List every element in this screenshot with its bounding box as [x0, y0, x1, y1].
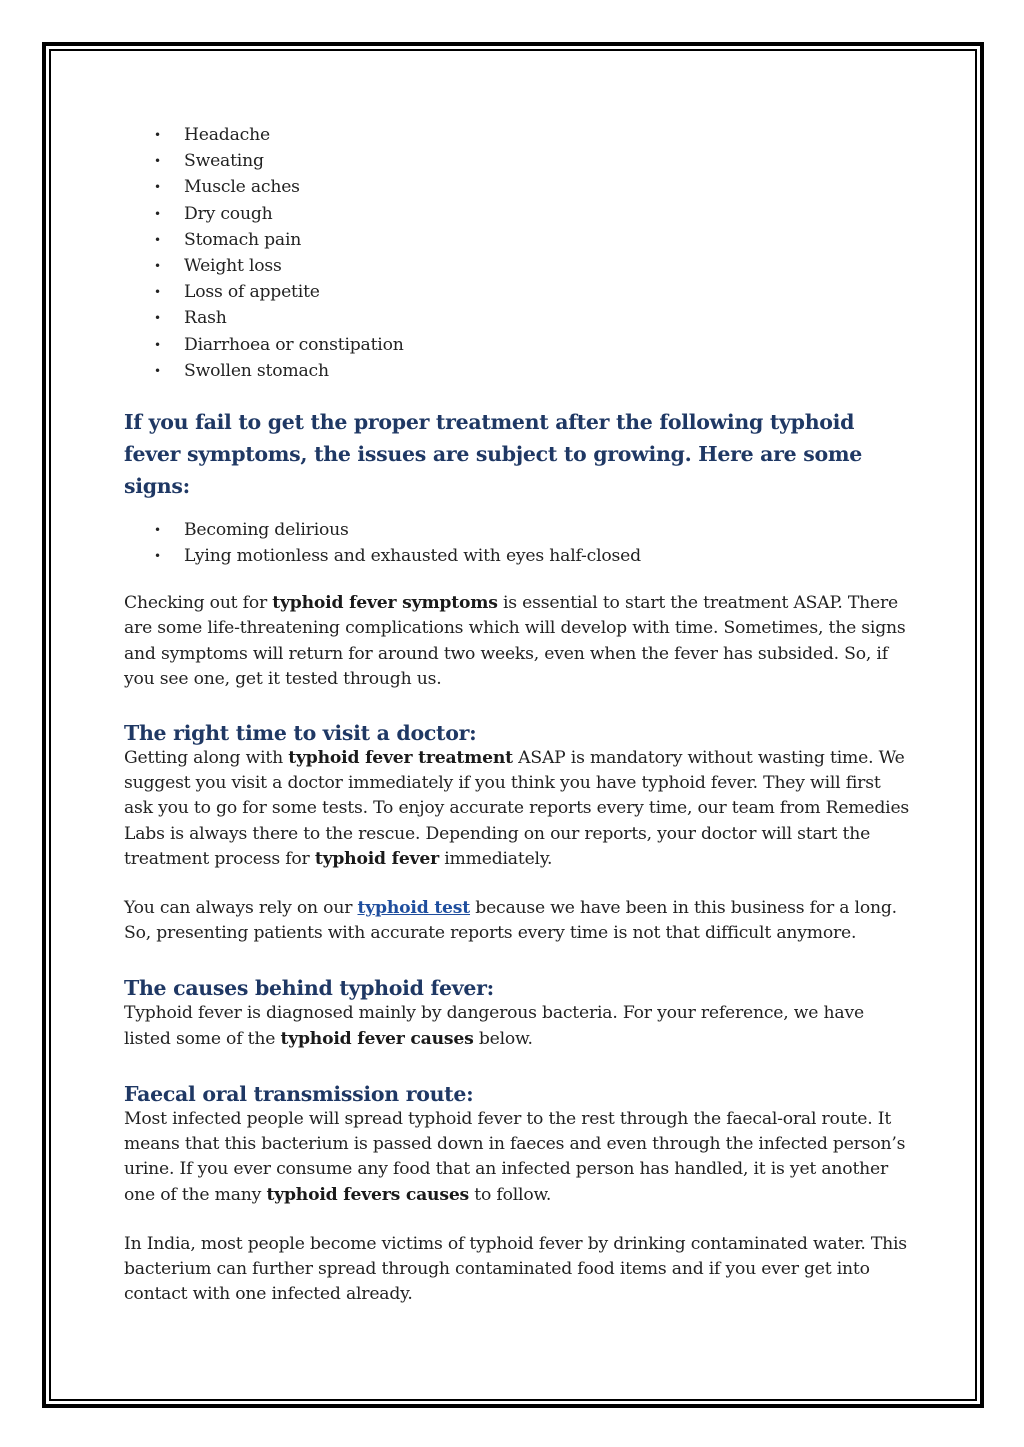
list-item: • Rash [124, 305, 914, 331]
text-run: Getting along with [124, 748, 289, 769]
checking-paragraph [124, 591, 914, 692]
list-item: • Swollen stomach [124, 358, 914, 384]
text-run: below. [473, 1028, 533, 1049]
text-run: is essential to start the treatment ASAP. There are some life-threatening complications which will develop with time. Sometimes, the signs and symptoms will return for around two weeks, even when the fever has subsided. So, if you see one, get it tested through us. [124, 593, 906, 689]
list-item: • Dry cough [124, 201, 914, 227]
signs-list [124, 517, 914, 569]
text-run: immediately. [438, 848, 553, 869]
text-run: to follow. [469, 1184, 552, 1205]
text-run: Most infected people will spread typhoid fever to the rest through the faecal-oral route. It means that this bacterium is passed down in faeces and even through the infected person’s urine. If you ever consume any food that an infected person has handled, it is yet another one of the many [124, 1108, 906, 1205]
symptoms-list [124, 122, 914, 384]
list-item: • Loss of appetite [124, 279, 914, 305]
document-body [124, 122, 914, 1307]
text-run: Checking out for [124, 593, 273, 614]
doctor-paragraph [124, 746, 914, 872]
faecal-paragraph [124, 1107, 914, 1208]
faecal-heading: Faecal oral transmission route: [124, 1081, 474, 1106]
rely-paragraph [124, 896, 914, 946]
text-run: You can always rely on our [124, 898, 358, 919]
bold-keyword: typhoid fever symptoms [272, 593, 498, 614]
bold-keyword: typhoid fever [314, 848, 439, 869]
text-run: Typhoid fever is diagnosed mainly by dangerous bacteria. For your reference, we have listed some of the [124, 1003, 864, 1049]
doctor-heading: The right time to visit a doctor: [124, 721, 477, 746]
text-run: because we have been in this business for a long. So, presenting patients with accurate reports every time is not that difficult anymore. [124, 898, 897, 944]
list-item: • Sweating [124, 148, 914, 174]
list-item: • Diarrhoea or constipation [124, 332, 914, 358]
india-paragraph: In India, most people become victims of typhoid fever by drinking contaminated water. This bacterium can further spread through contaminated food items and if you ever get into contact with one infected already. [124, 1233, 907, 1305]
list-item: • Becoming delirious [124, 517, 914, 543]
signs-heading: If you fail to get the proper treatment after the following typhoid fever symptoms, the issues are subject to growing. Here are some signs: [124, 409, 862, 498]
list-item: • Weight loss [124, 253, 914, 279]
causes-paragraph [124, 1001, 914, 1051]
text-run: ASAP is mandatory without wasting time. We suggest you visit a doctor immediately if you think you have typhoid fever. They will first ask you to go for some tests. To enjoy accurate reports every time, our team from Remedies Labs is always there to the rescue. Depending on our reports, your doctor will start the treatment process for [124, 748, 910, 869]
causes-heading: The causes behind typhoid fever: [124, 976, 494, 1001]
bold-keyword: typhoid fever causes [280, 1028, 474, 1049]
bold-keyword: typhoid fevers causes [266, 1184, 470, 1205]
list-item: • Lying motionless and exhausted with eyes half-closed [124, 543, 914, 569]
list-item: • Muscle aches [124, 174, 914, 200]
list-item: • Headache [124, 122, 914, 148]
list-item: • Stomach pain [124, 227, 914, 253]
bold-keyword: typhoid fever treatment [288, 748, 513, 769]
typhoid-test-link[interactable]: typhoid test [357, 898, 471, 919]
